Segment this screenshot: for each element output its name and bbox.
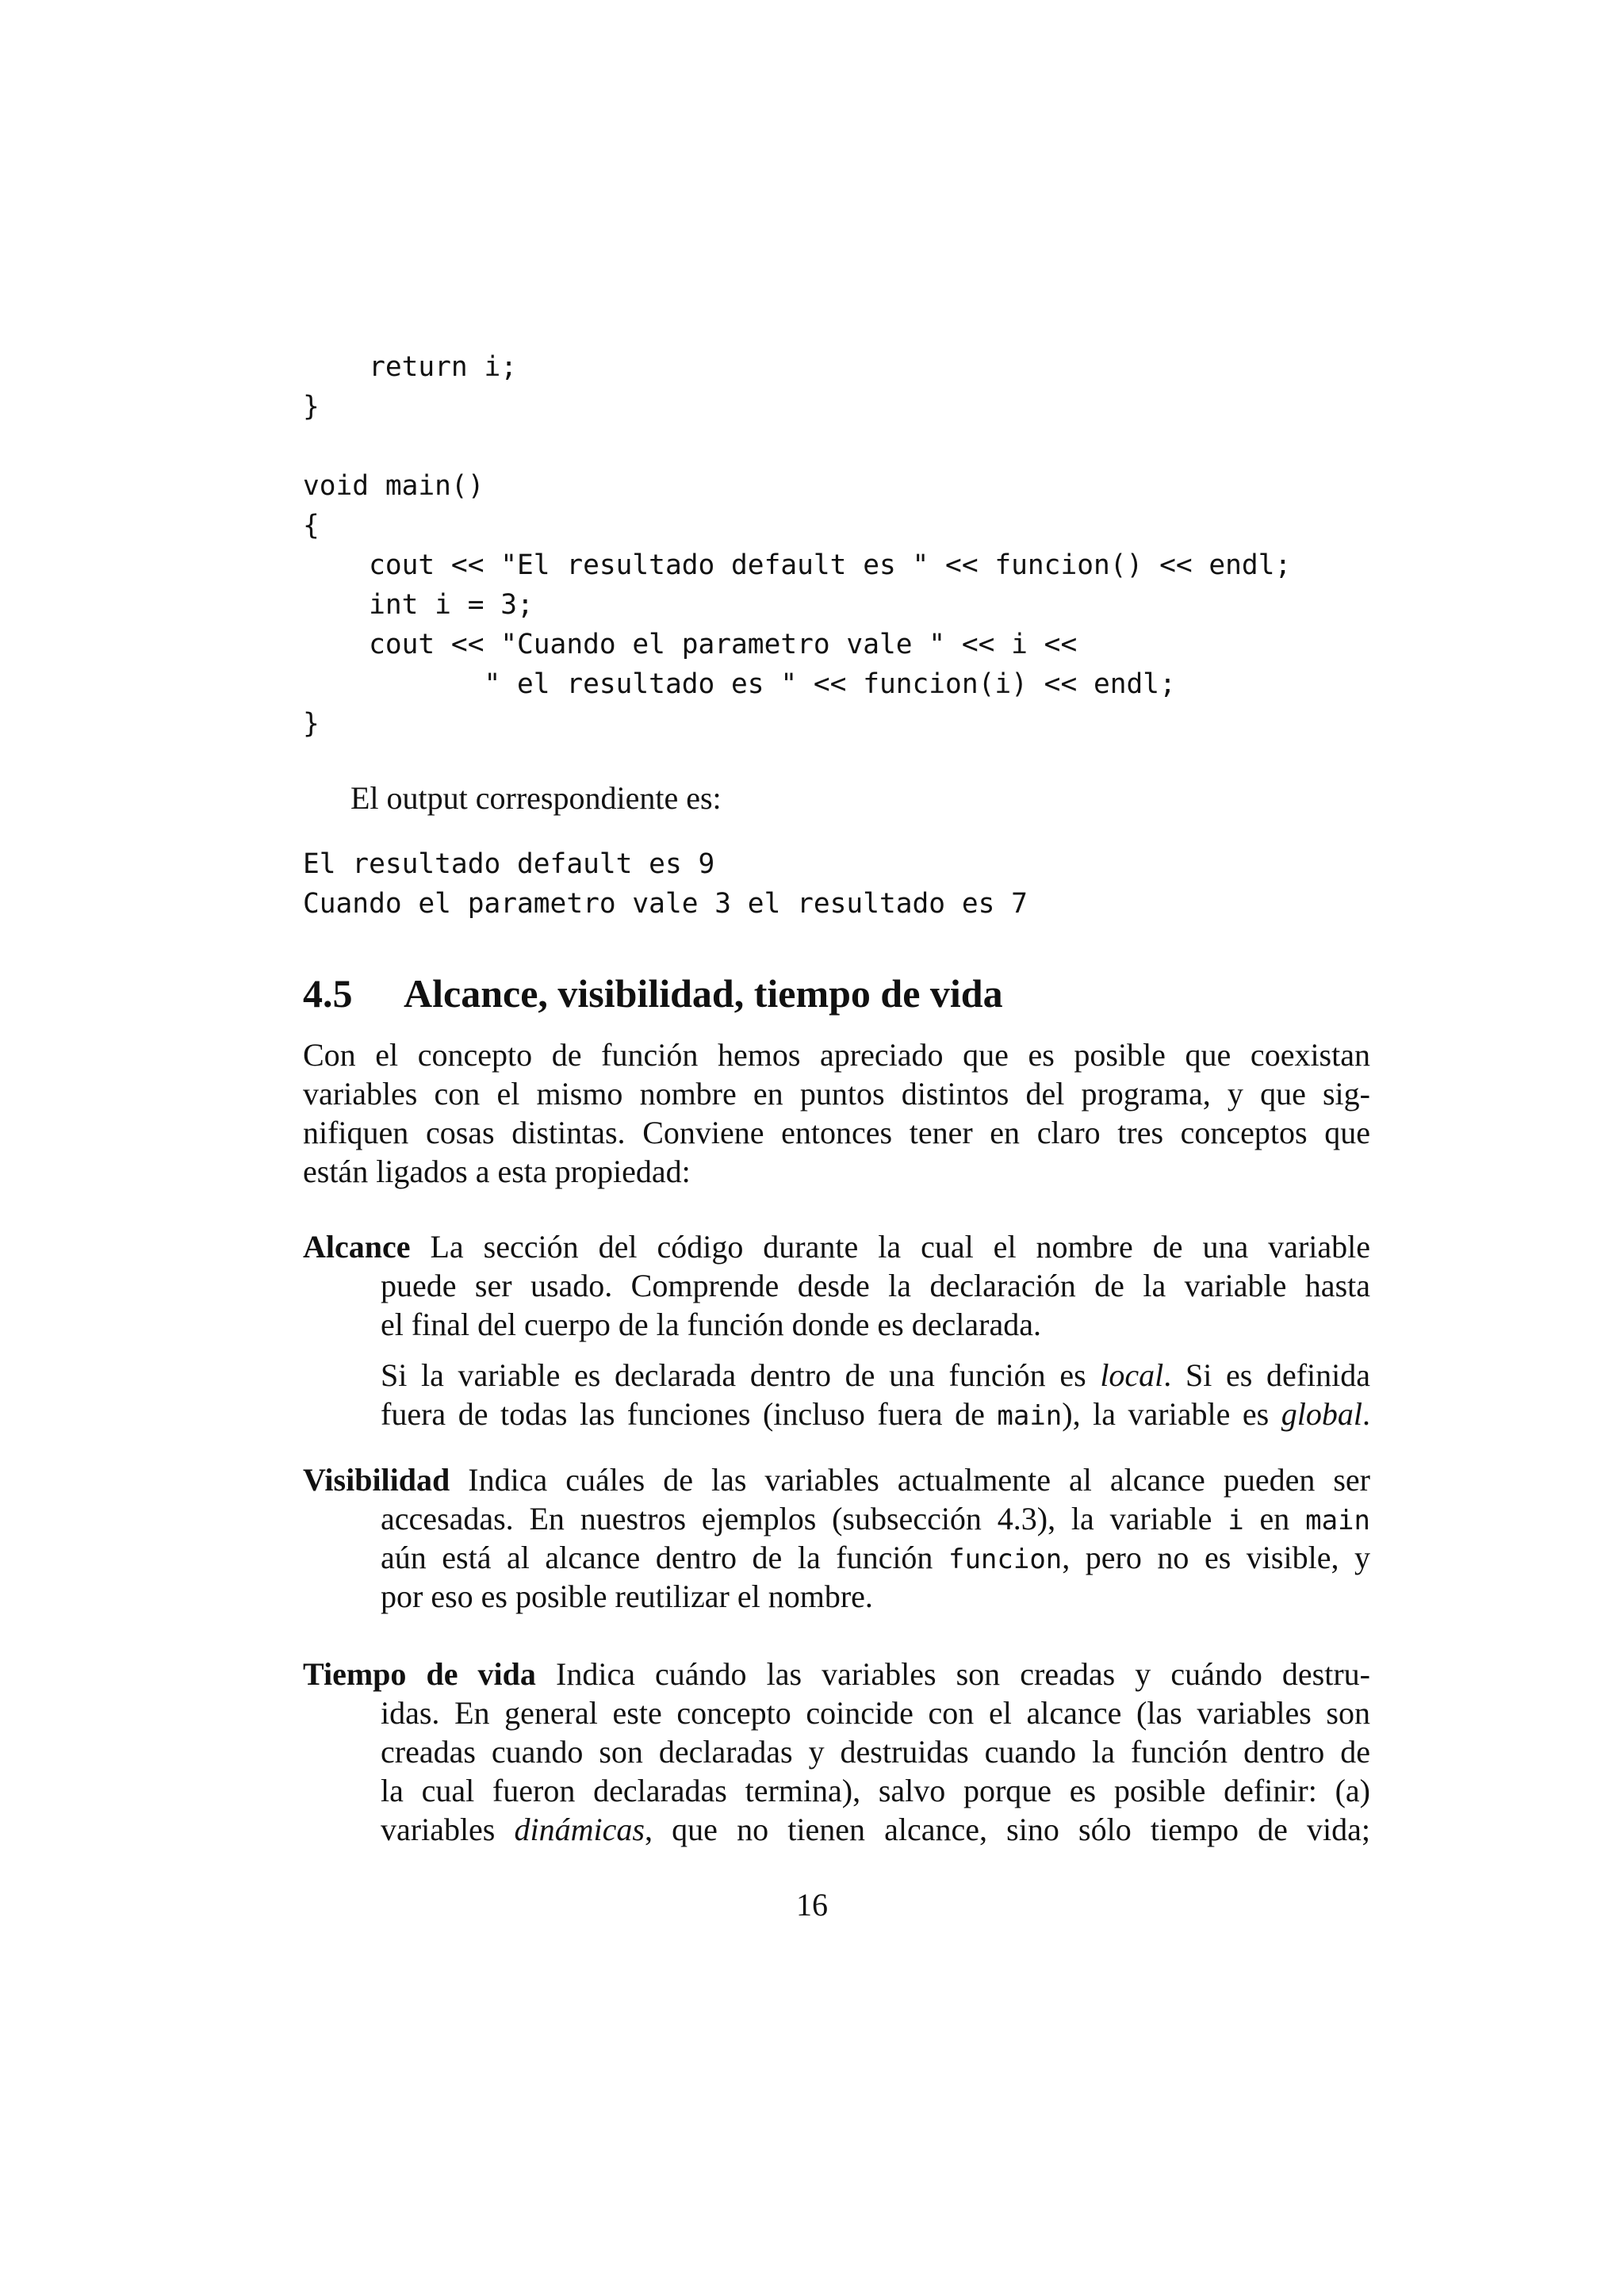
definition-line: Visibilidad Indica cuáles de las variables actualmente al alcance pueden ser (303, 1462, 1370, 1498)
definition-line: por eso es posible reutilizar el nombre. (381, 1578, 873, 1614)
emphasis-local: local (1100, 1357, 1164, 1393)
section-number: 4.5 (303, 971, 353, 1016)
definition-line: idas. En general este concepto coincide con el alcance (las variables son (381, 1695, 1370, 1731)
inline-code-main: main (997, 1400, 1063, 1432)
definition-tiempo-de-vida (303, 1655, 1370, 1849)
definition-line: accesadas. En nuestros ejemplos (subsección 4.3), la variable i en main (381, 1501, 1370, 1536)
definition-line: Si la variable es declarada dentro de una función es local. Si es definida (381, 1357, 1370, 1393)
output-intro-text: El output correspondiente es: (350, 780, 722, 816)
definition-line: fuera de todas las funciones (incluso fuera de main), la variable es global. (381, 1396, 1370, 1432)
definition-line: el final del cuerpo de la función donde es declarada. (381, 1307, 1041, 1342)
code-line: } (303, 391, 320, 423)
definition-line: puede ser usado. Comprende desde la declaración de la variable hasta (381, 1268, 1370, 1303)
section-intro-paragraph (303, 1035, 1370, 1191)
code-line: return i; (303, 351, 518, 383)
code-line: " el resultado es " << funcion(i) << endl; (303, 668, 1176, 700)
code-block (303, 347, 1291, 744)
code-line: { (303, 510, 320, 541)
inline-code-main: main (1305, 1505, 1370, 1536)
paragraph-line: Con el concepto de función hemos apreciado que es posible que coexistan (303, 1037, 1370, 1073)
page-number: 16 (796, 1887, 828, 1923)
emphasis-dinamicas: dinámicas (514, 1812, 645, 1847)
code-line: cout << "El resultado default es " << funcion() << endl; (303, 549, 1292, 581)
section-heading (303, 969, 1003, 1018)
definition-term: Alcance (303, 1229, 411, 1265)
definition-line: aún está al alcance dentro de la función funcion, pero no es visible, y (381, 1540, 1370, 1575)
code-line: int i = 3; (303, 589, 534, 621)
output-line: Cuando el parametro vale 3 el resultado es 7 (303, 888, 1028, 920)
definition-alcance (303, 1227, 1370, 1344)
definition-visibilidad (303, 1460, 1370, 1616)
inline-code-i: i (1228, 1505, 1244, 1536)
code-line: cout << "Cuando el parametro vale " << i << (303, 629, 1078, 660)
paragraph-line: nifiquen cosas distintas. Conviene entonces tener en claro tres conceptos que (303, 1115, 1370, 1150)
definition-term: Tiempo de vida (303, 1656, 536, 1692)
definition-line: Alcance La sección del código durante la cual el nombre de una variable (303, 1229, 1370, 1265)
code-line: void main() (303, 470, 485, 502)
definition-line: la cual fueron declaradas termina), salvo porque es posible definir: (a) (381, 1773, 1370, 1808)
definition-line: variables dinámicas, que no tienen alcance, sino sólo tiempo de vida; (381, 1812, 1371, 1847)
code-line (303, 427, 1291, 466)
paragraph-line: están ligados a esta propiedad: (303, 1154, 691, 1189)
definition-line: Tiempo de vida Indica cuándo las variables son creadas y cuándo destru- (303, 1656, 1371, 1692)
program-output-block (303, 844, 1028, 924)
paragraph-line: variables con el mismo nombre en puntos distintos del programa, y que sig- (303, 1076, 1370, 1112)
output-line: El resultado default es 9 (303, 848, 715, 880)
section-title: Alcance, visibilidad, tiempo de vida (404, 971, 1003, 1016)
definition-term: Visibilidad (303, 1462, 450, 1498)
code-line: } (303, 708, 320, 740)
definition-line: creadas cuando son declaradas y destruidas cuando la función dentro de (381, 1734, 1370, 1770)
emphasis-global: global (1281, 1396, 1362, 1432)
inline-code-funcion: funcion (948, 1544, 1063, 1575)
definition-alcance-paragraph-2 (303, 1356, 1370, 1433)
